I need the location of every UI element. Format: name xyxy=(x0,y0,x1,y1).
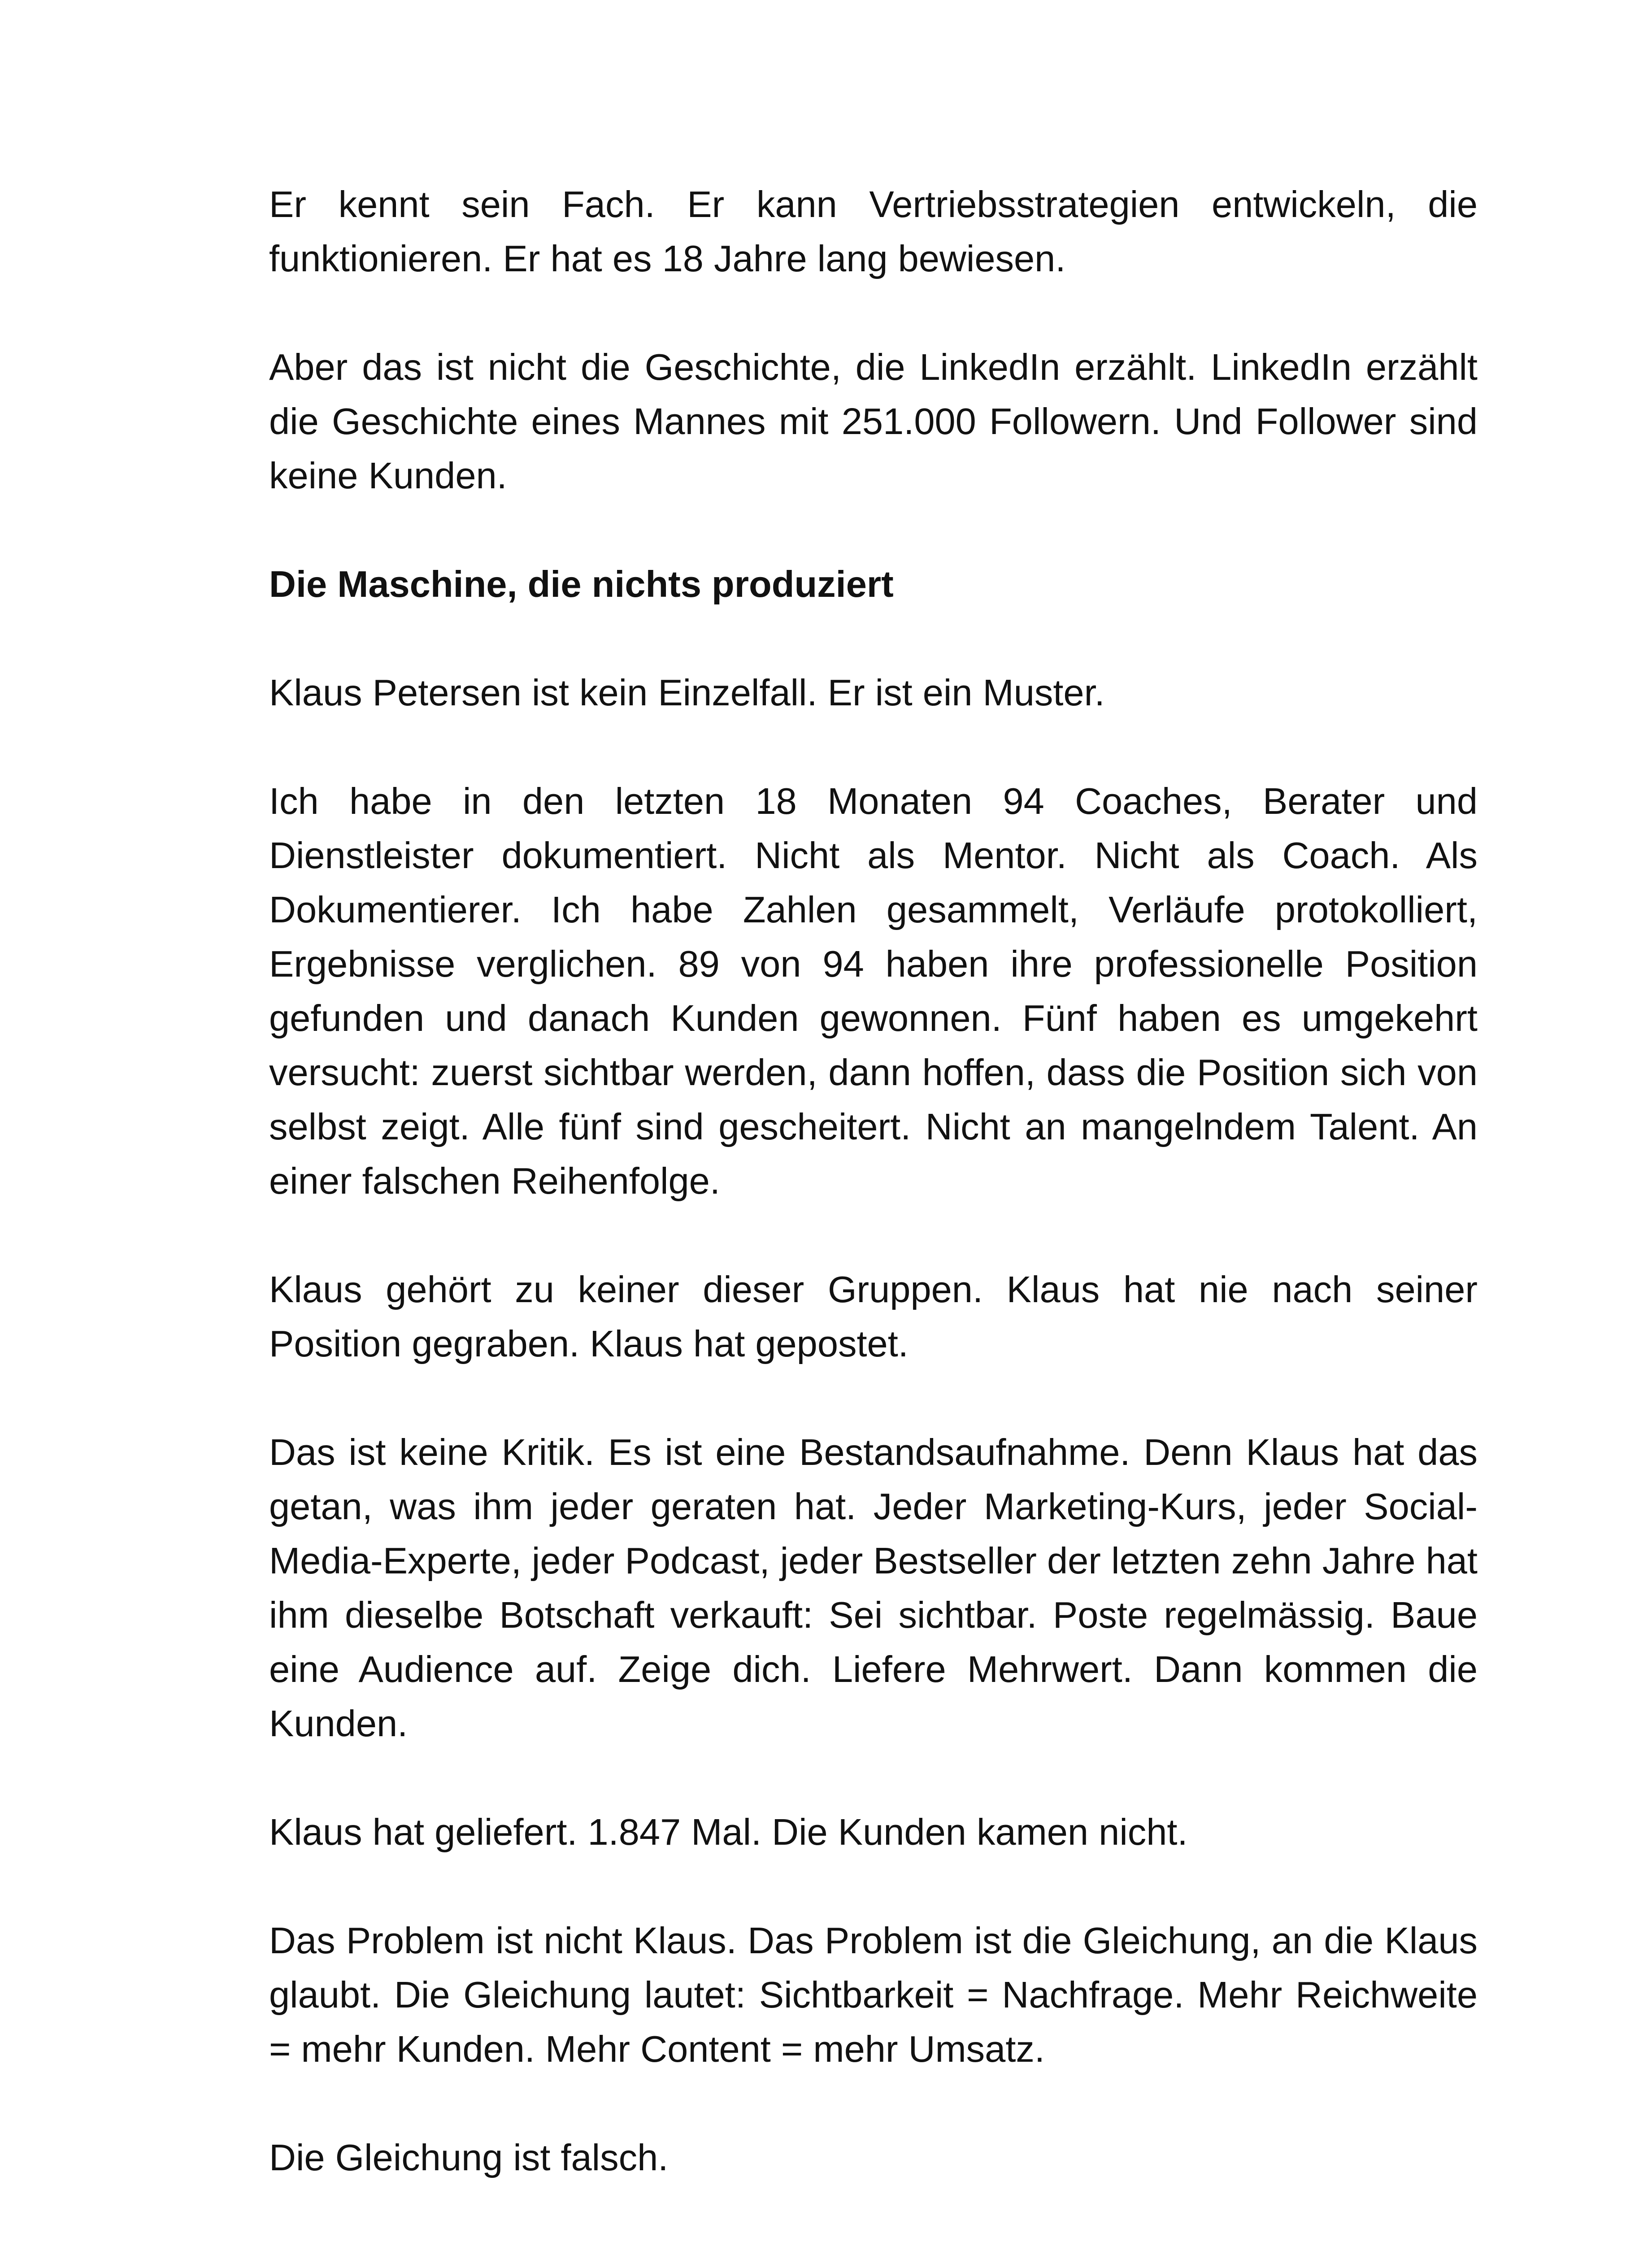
paragraph-6: Das ist keine Kritik. Es ist eine Bestandsaufnahme. Denn Klaus hat das getan, was ihm jeder geraten hat. Jeder Marketing-Kurs, jeder Social-Media-Experte, jeder Podcast, jeder Bestseller der letzten zehn Jahre hat ihm dieselbe Botschaft verkauft: Sei sichtbar. Poste regelmässig. Baue eine Audience auf. Zeige dich. Liefere Mehrwert. Dann kommen die Kunden. xyxy=(269,1431,1478,1744)
section-heading: Die Maschine, die nichts produziert xyxy=(269,563,894,605)
paragraph-9: Die Gleichung ist falsch. xyxy=(269,2137,669,2178)
paragraph-8: Das Problem ist nicht Klaus. Das Problem ist die Gleichung, an die Klaus glaubt. Die Gleichung lautet: Sichtbarkeit = Nachfrage. Mehr Reichweite = mehr Kunden. Mehr Content = mehr Umsatz. xyxy=(269,1920,1478,2070)
paragraph-1: Er kennt sein Fach. Er kann Vertriebsstrategien entwickeln, die funktionieren. Er hat es 18 Jahre lang bewiesen. xyxy=(269,183,1478,279)
paragraph-7: Klaus hat geliefert. 1.847 Mal. Die Kunden kamen nicht. xyxy=(269,1811,1188,1853)
text-column xyxy=(269,177,1478,2185)
paragraph-5: Klaus gehört zu keiner dieser Gruppen. Klaus hat nie nach seiner Position gegraben. Klaus hat gepostet. xyxy=(269,1269,1478,1364)
paragraph-2: Aber das ist nicht die Geschichte, die LinkedIn erzählt. LinkedIn erzählt die Geschichte eines Mannes mit 251.000 Followern. Und Follower sind keine Kunden. xyxy=(269,346,1478,496)
paragraph-3: Klaus Petersen ist kein Einzelfall. Er ist ein Muster. xyxy=(269,672,1105,713)
paragraph-4: Ich habe in den letzten 18 Monaten 94 Coaches, Berater und Dienstleister dokumentiert. Nicht als Mentor. Nicht als Coach. Als Dokumentierer. Ich habe Zahlen gesammelt, Verläufe protokolliert, Ergebnisse verglichen. 89 von 94 haben ihre professionelle Position gefunden und danach Kunden gewonnen. Fünf haben es umgekehrt versucht: zuerst sichtbar werden, dann hoffen, dass die Position sich von selbst zeigt. Alle fünf sind gescheitert. Nicht an mangelndem Talent. An einer falschen Reihenfolge. xyxy=(269,780,1478,1202)
